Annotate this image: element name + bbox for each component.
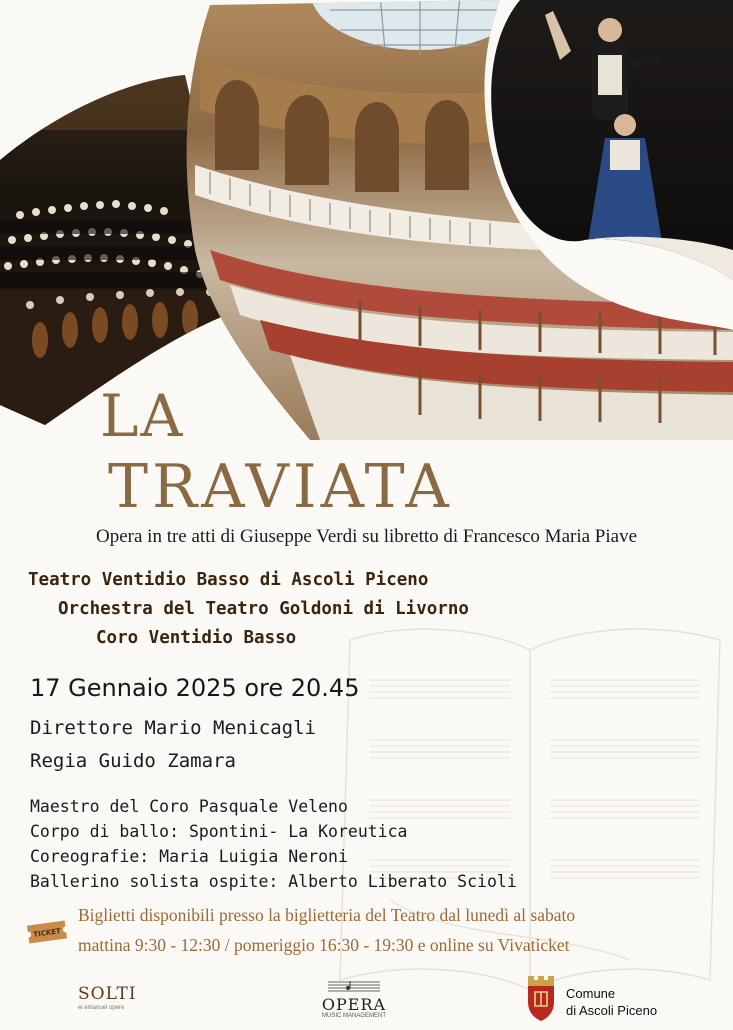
solti-logo-tagline: ei emanuel opere — [78, 1005, 125, 1011]
opera-logo — [314, 978, 394, 1024]
ticket-icon-label: TICKET — [32, 927, 62, 939]
venue-line: Teatro Ventidio Basso di Ascoli Piceno — [28, 570, 429, 590]
music-staff-icon — [324, 979, 384, 993]
title-line-1: LA — [100, 382, 185, 450]
solti-logo — [78, 984, 158, 1024]
credit-choir-master: Maestro del Coro Pasquale Veleno — [30, 797, 348, 816]
credit-soloist: Ballerino solista ospite: Alberto Liberato Scioli — [30, 872, 517, 891]
ticket-info-line-1: Biglietti disponibili presso la biglietteria del Teatro dal lunedì al sabato — [78, 905, 576, 925]
comune-logo — [524, 972, 714, 1024]
opera-logo-tagline: MUSIC MANAGEMENT — [321, 1013, 386, 1019]
comune-logo-line-1: Comune — [566, 986, 616, 1001]
photo-collage — [0, 0, 733, 440]
subtitle: Opera in tre atti di Giuseppe Verdi su libretto di Francesco Maria Piave — [96, 526, 637, 547]
event-date: 17 Gennaio 2025 ore 20.45 — [30, 674, 360, 702]
credit-ballet: Corpo di ballo: Spontini- La Koreutica — [30, 822, 408, 841]
opera-logo-text: OPERA — [321, 995, 387, 1014]
sheet-music-illustration — [330, 600, 730, 1020]
solti-logo-text: SOLTI — [78, 984, 137, 1004]
comune-logo-line-2: di Ascoli Piceno — [566, 1003, 658, 1018]
title-line-2: TRAVIATA — [108, 452, 453, 522]
choir-line: Coro Ventidio Basso — [96, 628, 297, 648]
credit-director: Regia Guido Zamara — [30, 750, 236, 772]
ticket-icon — [24, 918, 70, 946]
ticket-info-line-2: mattina 9:30 - 12:30 / pomeriggio 16:30 - 19:30 e online su Vivaticket — [78, 935, 570, 955]
orchestra-line: Orchestra del Teatro Goldoni di Livorno — [58, 599, 469, 619]
credit-conductor: Direttore Mario Menicagli — [30, 717, 316, 739]
city-crest-icon — [524, 972, 558, 1022]
credit-choreography: Coreografie: Maria Luigia Neroni — [30, 847, 348, 866]
